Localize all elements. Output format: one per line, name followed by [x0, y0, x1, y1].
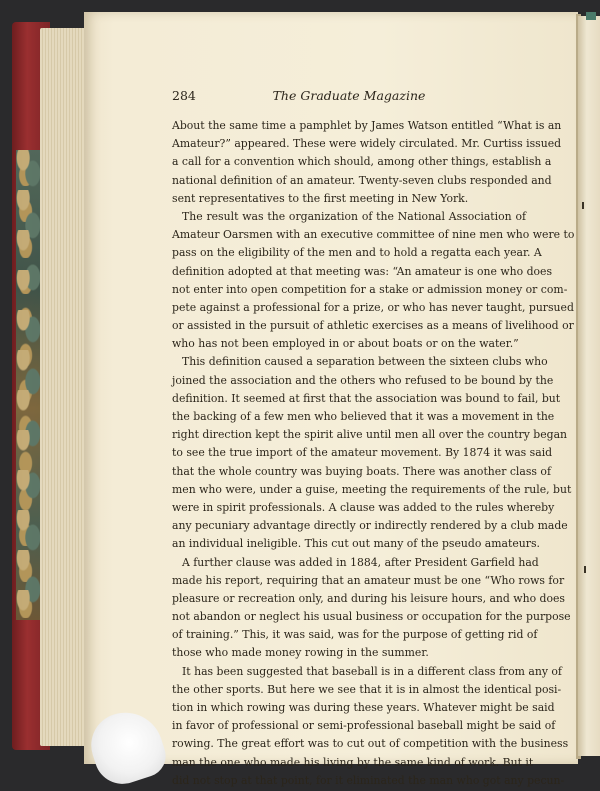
text-line: Amateur?” appeared. These were widely circulated. Mr. Curtiss issued	[172, 137, 562, 151]
text-line: rowing. The great effort was to cut out of competition with the business	[172, 737, 569, 751]
text-line: A further clause was added in 1884, after President Garfield had	[182, 555, 539, 569]
text-line: man the one who made his living by the same kind of work. But it	[172, 755, 534, 769]
text-line: national definition of an amateur. Twenty-seven clubs responded and	[172, 173, 552, 187]
text-line: or assisted in the pursuit of athletic exercises as a means of livelihood or	[172, 319, 574, 333]
text-line: made his report, requiring that an amateur must be one “Who rows for	[172, 573, 565, 587]
text-line: the backing of a few men who believed that it was a movement in the	[172, 410, 555, 423]
text-line: not enter into open competition for a stake or admission money or com-	[172, 282, 568, 296]
text-line: were in spirit professionals. A clause was added to the rules whereby	[172, 500, 555, 514]
text-line: an individual ineligible. This cut out many of the pseudo amateurs.	[172, 537, 540, 551]
text-line: any pecuniary advantage directly or indirectly rendered by a club made	[172, 519, 568, 533]
ink-mark	[582, 202, 584, 209]
text-line: tion in which rowing was during these years. Whatever might be said	[172, 701, 555, 714]
body-text	[172, 117, 575, 790]
text-line: of training.” This, it was said, was for the purpose of getting rid of	[172, 628, 538, 642]
facing-page-edge	[578, 16, 600, 756]
text-line: definition adopted at that meeting was: “An amateur is one who does	[172, 264, 553, 278]
text-line: the other sports. But here we see that it is in almost the identical posi-	[172, 682, 562, 696]
text-line: in favor of professional or semi-professional baseball might be said of	[172, 719, 556, 733]
page-number: 284	[172, 88, 196, 103]
running-head	[172, 88, 526, 108]
text-line: who has not been employed in or about boats or on the water.”	[172, 337, 519, 351]
text-line: men who were, under a guise, meeting the requirements of the rule, but	[172, 482, 572, 496]
text-line: joined the association and the others who refused to be bound by the	[172, 373, 554, 387]
text-line: definition. It seemed at first that the association was bound to fail, but	[172, 391, 561, 405]
text-line: Amateur Oarsmen with an executive committee of nine men who were to	[172, 228, 575, 242]
text-line: pleasure or recreation only, and during his leisure hours, and who does	[172, 591, 566, 605]
text-line: those who made money rowing in the summer.	[172, 646, 429, 660]
ink-mark	[584, 566, 586, 573]
text-line: to see the true import of the amateur movement. By 1874 it was said	[172, 446, 553, 460]
text-line: that the whole country was buying boats. There was another class of	[172, 464, 551, 478]
text-line: not abandon or neglect his usual business or occupation for the purpose	[172, 610, 571, 624]
text-line: pass on the eligibility of the men and to hold a regatta each year. A	[172, 246, 542, 260]
text-line: pete against a professional for a prize, or who has never taught, pursued	[172, 300, 574, 314]
text-line: sent representatives to the first meeting in New York.	[172, 191, 469, 205]
marbled-endpaper	[16, 150, 40, 620]
color-calibration-chip	[586, 12, 596, 20]
journal-title: The Graduate Magazine	[272, 88, 426, 103]
text-line: The result was the organization of the National Association of	[182, 209, 526, 223]
text-line: did not stop at that point, for it eliminated the man who got any pecun-	[172, 773, 565, 787]
text-line: right direction kept the spirit alive until men all over the country began	[172, 428, 568, 442]
text-line: About the same time a pamphlet by James Watson entitled “What is an	[172, 119, 562, 132]
text-line: It has been suggested that baseball is in a different class from any of	[182, 664, 562, 678]
text-line: This definition caused a separation between the sixteen clubs who	[182, 355, 548, 369]
text-line: a call for a convention which should, among other things, establish a	[172, 155, 552, 169]
page-stack-edge	[40, 28, 90, 746]
